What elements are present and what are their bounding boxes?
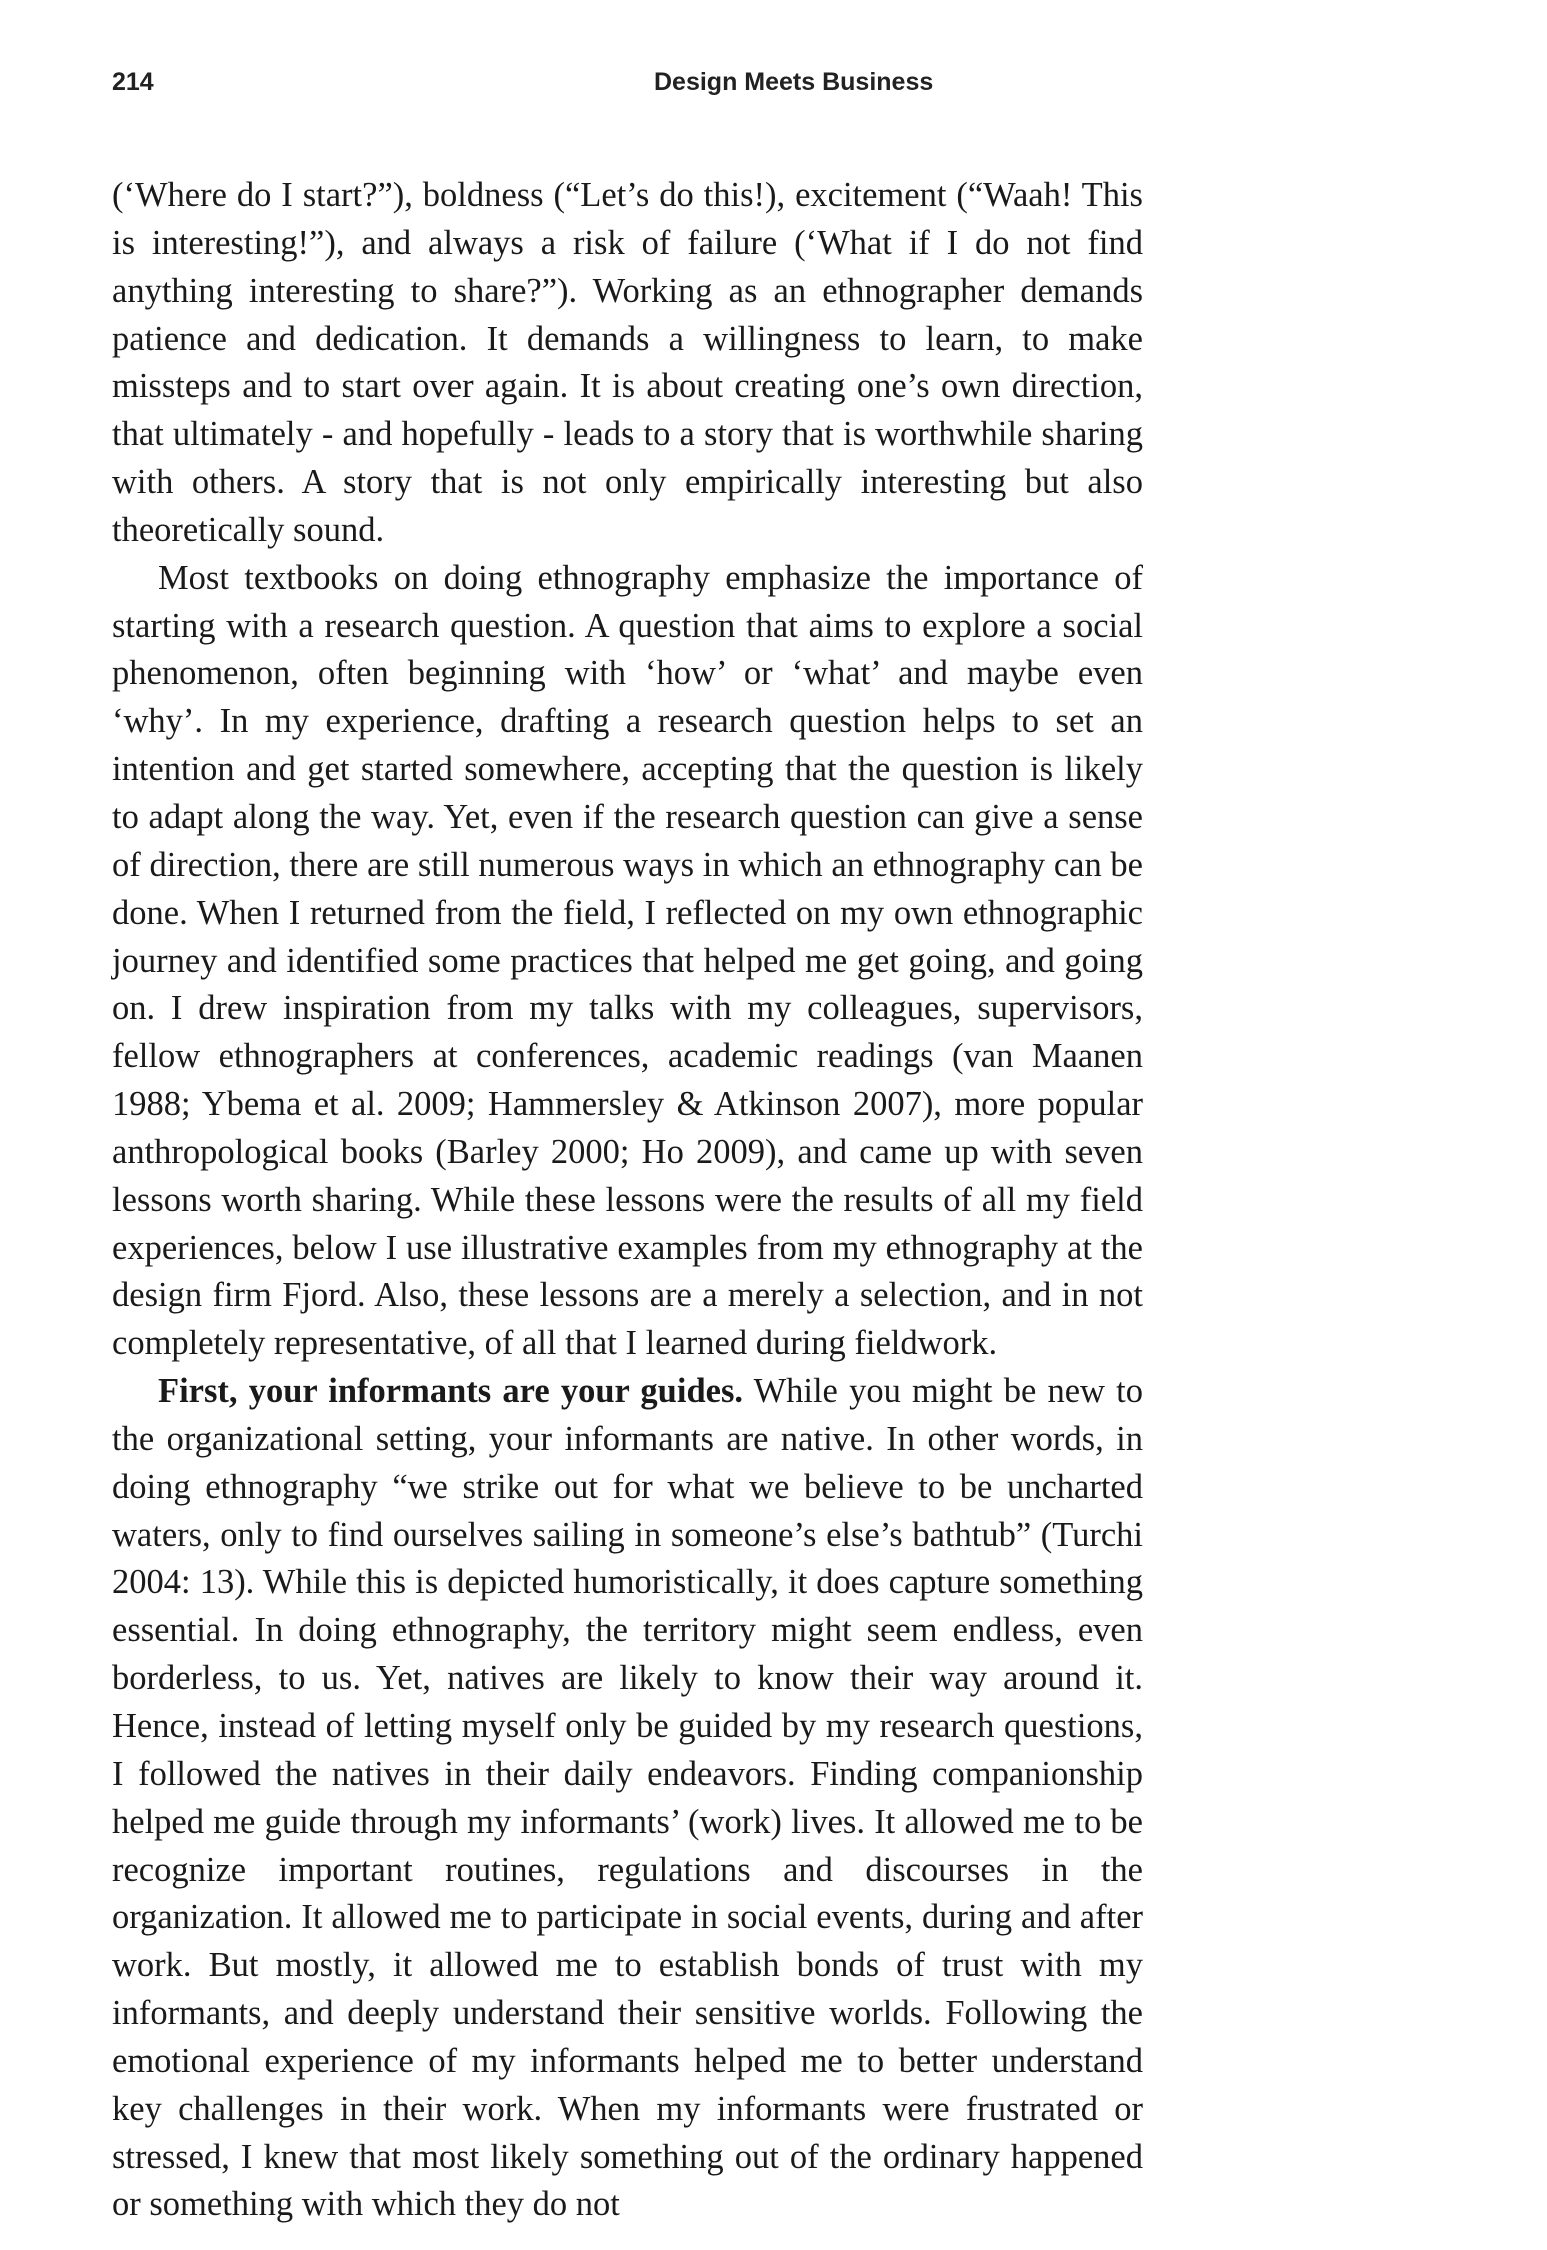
running-head xyxy=(112,68,1143,108)
paragraph-text: (‘Where do I start?”), boldness (“Let’s do this!), excitement (“Waah! This is interesting!”), and always a risk of failure (‘What if I do not find anything interesting to share?”). Working as an ethnographer demands patience and dedication. It demands a willingness to learn, to make missteps and to start over again. It is about creating one’s own direction, that ultimately - and hopefully - leads to a story that is worthwhile sharing with others. A story that is not only empirically interesting but also theoretically sound. xyxy=(112,176,1143,549)
running-title: Design Meets Business xyxy=(654,68,934,96)
paragraph xyxy=(112,172,1143,555)
paragraph xyxy=(112,555,1143,1368)
paragraph-text: While you might be new to the organizational setting, your informants are native. In other words, in doing ethnography “we strike out for what we believe to be uncharted waters, only to find ourselves sailing in someone’s else’s bathtub” (Turchi 2004: 13). While this is depicted humoristically, it does capture something essential. In doing ethnography, the territory might seem endless, even borderless, to us. Yet, natives are likely to know their way around it. Hence, instead of letting myself only be guided by my research questions, I followed the natives in their daily endeavors. Finding companionship helped me guide through my informants’ (work) lives. It allowed me to be recognize important routines, regulations and discourses in the organization. It allowed me to participate in social events, during and after work. But mostly, it allowed me to establish bonds of trust with my informants, and deeply understand their sensitive worlds. Following the emotional experience of my informants helped me to better understand key challenges in their work. When my informants were frustrated or stressed, I knew that most likely something out of the ordinary happened or something with which they do not xyxy=(112,1372,1143,2224)
page-number: 214 xyxy=(112,68,154,96)
paragraph-text: Most textbooks on doing ethnography emphasize the importance of starting with a research question. A question that aims to explore a social phenomenon, often beginning with ‘how’ or ‘what’ and maybe even ‘why’. In my experience, drafting a research question helps to set an intention and get started somewhere, accepting that the question is likely to adapt along the way. Yet, even if the research question can give a sense of direction, there are still numerous ways in which an ethnography can be done. When I returned from the field, I reflected on my own ethnographic journey and identified some practices that helped me get going, and going on. I drew inspiration from my talks with my colleagues, supervisors, fellow ethnographers at conferences, academic readings (van Maanen 1988; Ybema et al. 2009; Hammersley & Atkinson 2007), more popular anthropological books (Barley 2000; Ho 2009), and came up with seven lessons worth sharing. While these lessons were the results of all my field experiences, below I use illustrative examples from my ethnography at the design firm Fjord. Also, these lessons are a merely a selection, and in not completely representative, of all that I learned during fieldwork. xyxy=(112,558,1143,1363)
lesson-heading: First, your informants are your guides. xyxy=(158,1372,743,1411)
body-text xyxy=(112,172,1143,2229)
paragraph xyxy=(112,1368,1143,2229)
